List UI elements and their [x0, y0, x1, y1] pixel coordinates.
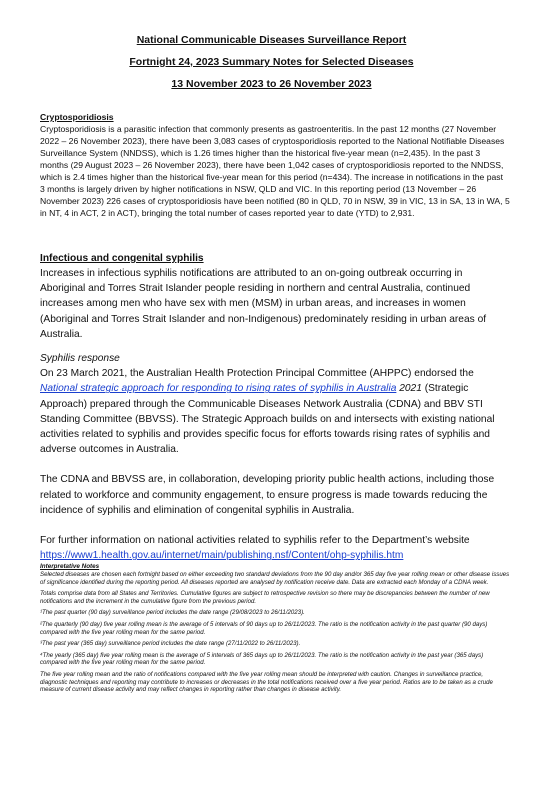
strategic-approach-year: 2021: [396, 383, 422, 395]
syphilis-heading: Infectious and congenital syphilis: [40, 253, 204, 264]
note-item: ¹The past quarter (90 day) surveillance period includes the date range (29/08/2023 to 26/11/2023).: [40, 609, 305, 617]
note-item: ²The quarterly (90 day) five year rolling mean is the average of 5 intervals of 90 days up to 26/11/2023. The ratio is the notification activity in the past quarter (90 days) compared with the five year rolling mean for the same period.: [40, 620, 488, 636]
cdna-bbvss-text: The CDNA and BBVSS are, in collaboration, developing priority public health actions, including those related to workforce and community engagement, to ensure progress is made towards reducing the incidence of syphilis and elimination of congenital syphilis in Australia.: [40, 474, 495, 516]
cryptosporidiosis-text: Cryptosporidiosis is a parasitic infection that commonly presents as gastroenteritis. In the past 12 months (27 November 2022 – 26 November 2023), there have been 3,083 cases of cryptosporidiosis reported to the National Notifiable Diseases Surveillance System (NNDSS), which is 1.26 times higher than the historical five-year mean (n=2,435). In the past 3 months (29 August 2023 – 26 November 2023), there have been 1,042 cases of cryptosporidiosis reported to the NNDSS, which is 2.4 times higher than the historical five-year mean for this period (n=434). The increase in notifications in the past 3 months is largely driven by higher notifications in NSW, QLD and VIC. In this reporting period (13 November – 26 November 2023) 226 cases of cryptosporidiosis have been notified (80 in QLD, 70 in NSW, 39 in VIC, 13 in SA, 13 in WA, 5 in NT, 4 in ACT, 2 in ACT), bringing the total number of cases reported year to date (YTD) to 2,931.: [40, 124, 510, 218]
report-subtitle: Fortnight 24, 2023 Summary Notes for Selected Diseases: [129, 56, 414, 68]
note-item: The five year rolling mean and the ratio of notifications compared with the five year rolling mean should be interpreted with caution. Changes in surveillance practice, diagnostic techniques and reporting may contribute to increases or decreases in the total notifications received over a five year period. Ratios are to be taken as a crude measure of current disease activity and may reflect changes in reporting rather than changes in disease activity.: [40, 670, 493, 694]
note-item: ⁴The yearly (365 day) five year rolling mean is the average of 5 intervals of 365 days up to 26/11/2023. The ratio is the notification activity in the past year (365 days) compared with the five year rolling mean for the same period.: [40, 651, 484, 667]
syphilis-response-text: [40, 366, 510, 457]
report-title: National Communicable Diseases Surveillance Report: [136, 34, 407, 46]
strategic-approach-link[interactable]: National strategic approach for responding to rising rates of syphilis in Australia: [40, 383, 397, 395]
further-info-text: For further information on national activities related to syphilis refer to the Department’s website: [40, 535, 470, 547]
response-rest: (Strategic Approach) prepared through the Communicable Diseases Network Australia (CDNA) and BBV STI Standing Committee (BBVSS). The Strategic Approach builds on and intersects with existing national activities related to syphilis and provides specific focus for efforts towards rising rates of syphilis and adverse outcomes in Australia.: [40, 383, 495, 456]
note-item: ³The past year (365 day) surveillance period includes the date range (27/11/2022 to 26/11/2023).: [40, 640, 301, 648]
syphilis-website-link[interactable]: https://www1.health.gov.au/internet/main/publishing.nsf/Content/ohp-syphilis.htm: [40, 550, 404, 562]
syphilis-response-section: [40, 351, 510, 563]
syphilis-response-heading: Syphilis response: [40, 353, 120, 364]
response-intro: On 23 March 2021, the Australian Health Protection Principal Committee (AHPPC) endorsed the: [40, 368, 474, 380]
report-date-range: 13 November 2023 to 26 November 2023: [171, 78, 372, 90]
notes-heading: Interpretative Notes: [40, 563, 100, 570]
cryptosporidiosis-section: [40, 111, 510, 219]
note-item: Totals comprise data from all States and Territories. Cumulative figures are subject to retrospective revision so there may be discrepancies between the number of new notifications and the increment in the cumulative figure from the previous period.: [40, 590, 490, 605]
cryptosporidiosis-heading: Cryptosporidiosis: [40, 112, 114, 122]
interpretative-notes: [40, 563, 510, 698]
syphilis-section: [40, 252, 510, 342]
note-item: Selected diseases are chosen each fortnight based on either exceeding two standard deviations from the 90 day and/or 365 day five year rolling mean or other disease issues of significance identified during the reporting period. All diseases reported are analysed by notification receive date. Data are extracted each Monday of a CDNA week.: [40, 571, 510, 586]
syphilis-text: Increases in infectious syphilis notifications are attributed to an on-going outbreak occurring in Aboriginal and Torres Strait Islander people residing in northern and central Australia, continued increases among men who have sex with men (MSM) in urban areas, and increases in women (Aboriginal and Torres Strait Islander and non-Indigenous) predominately residing in urban areas of Australia.: [40, 268, 487, 340]
